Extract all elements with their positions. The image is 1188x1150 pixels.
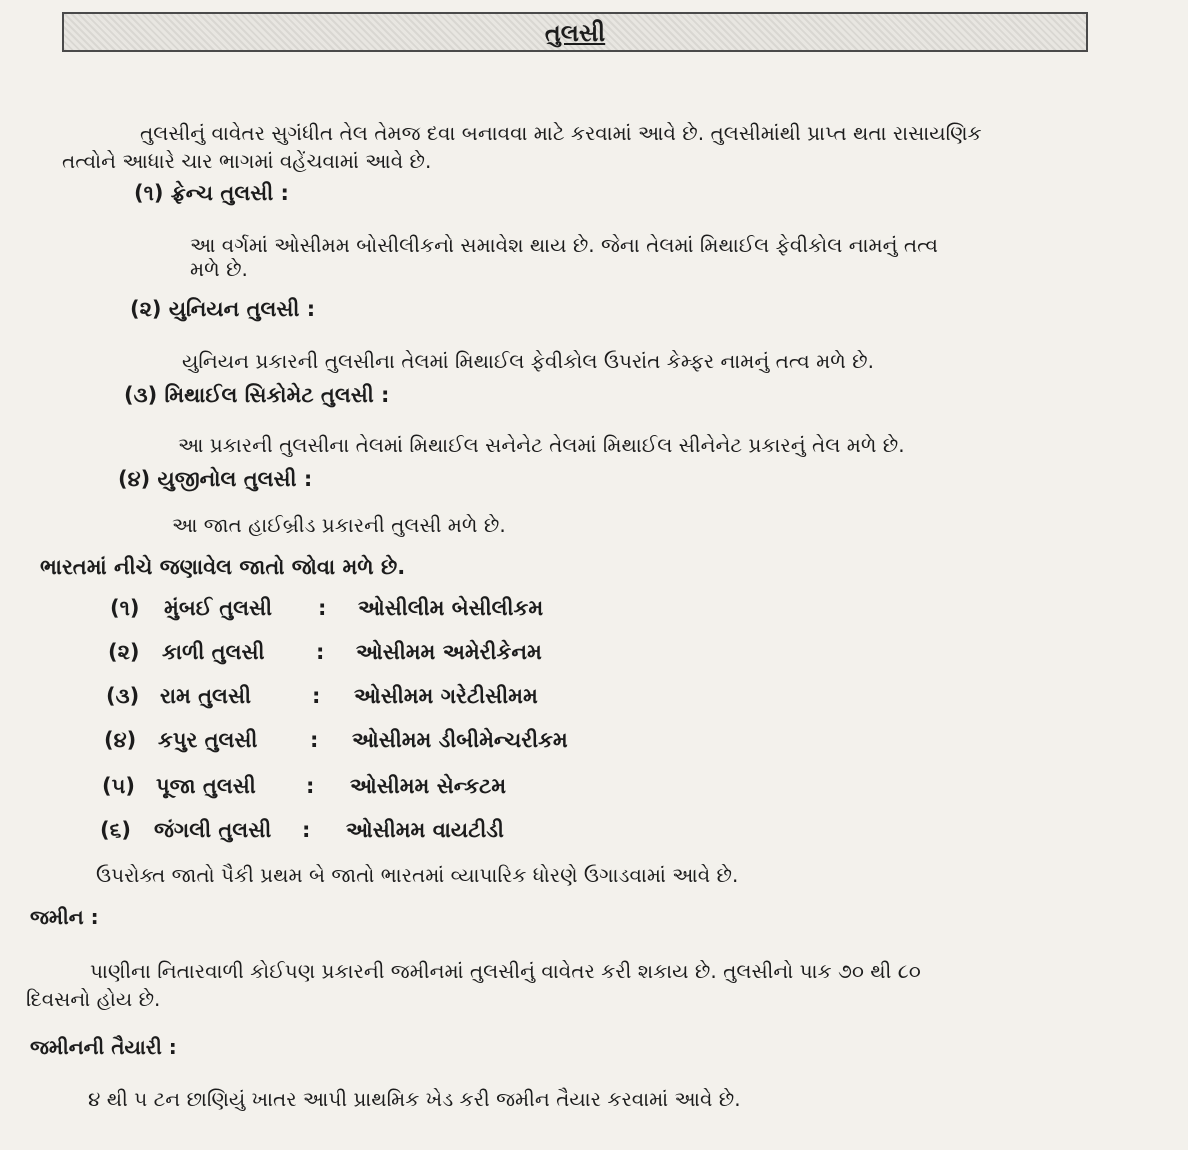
variety-scientific-name: ઓસીમમ વાયટીડી — [346, 818, 504, 842]
variety-colon: : — [318, 596, 327, 620]
variety-colon: : — [306, 774, 315, 798]
variety-colon: : — [310, 728, 319, 752]
variety-name: કાળી તુલસી — [162, 640, 265, 664]
variety-colon: : — [316, 640, 325, 664]
variety-scientific-name: ઓસીલીમ બેસીલીકમ — [358, 596, 544, 620]
variety-colon: : — [302, 818, 311, 842]
variety-name: રામ તુલસી — [160, 684, 251, 708]
variety-number: (૩) — [106, 684, 140, 708]
type-1-heading: (૧) ફ્રેન્ચ તુલસી : — [134, 181, 289, 205]
land-line-2: દિવસનો હોય છે. — [26, 987, 161, 1011]
type-1-desc-line-1: આ વર્ગમાં ઓસીમમ બોસીલીકનો સમાવેશ થાય છે. જેના તેલમાં મિથાઈલ ફેવીકોલ નામનું તત્વ — [190, 233, 938, 257]
type-2-heading: (૨) યુનિયન તુલસી : — [130, 297, 316, 321]
page-title: તુલસી — [544, 19, 606, 47]
variety-scientific-name: ઓસીમમ અમેરીકેનમ — [356, 640, 542, 664]
variety-number: (૫) — [102, 774, 135, 798]
type-2-desc: યુનિયન પ્રકારની તુલસીના તેલમાં મિથાઈલ ફેવીકોલ ઉપરાંત કેમ્ફર નામનું તત્વ મળે છે. — [182, 349, 874, 373]
variety-number: (૬) — [100, 818, 131, 842]
type-4-desc: આ જાત હાઈબ્રીડ પ્રકારની તુલસી મળે છે. — [172, 513, 506, 537]
variety-scientific-name: ઓસીમમ ગરેટીસીમમ — [354, 684, 538, 708]
commercial-note: ઉપરોક્ત જાતો પૈકી પ્રથમ બે જાતો ભારતમાં વ્યાપારિક ધોરણે ઉગાડવામાં આવે છે. — [96, 863, 739, 887]
variety-number: (૧) — [110, 596, 140, 620]
variety-number: (૨) — [108, 640, 140, 664]
intro-line-1: તુલસીનું વાવેતર સુગંધીત તેલ તેમજ દવા બનાવવા માટે કરવામાં આવે છે. તુલસીમાંથી પ્રાપ્ત થતા રાસાયણિક — [140, 121, 982, 145]
type-4-heading: (૪) યુજીનોલ તુલસી : — [118, 467, 313, 491]
type-3-heading: (૩) મિથાઈલ સિકોમેટ તુલસી : — [124, 383, 390, 407]
variety-number: (૪) — [104, 728, 137, 752]
land-prep-line-1: ૪ થી ૫ ટન છાણિયું ખાતર આપી પ્રાથમિક ખેડ કરી જમીન તૈયાર કરવામાં આવે છે. — [88, 1087, 741, 1111]
variety-name: પૂજા તુલસી — [156, 774, 256, 798]
type-3-desc: આ પ્રકારની તુલસીના તેલમાં મિથાઈલ સનેનેટ તેલમાં મિથાઈલ સીનેનેટ પ્રકારનું તેલ મળે છે. — [178, 433, 905, 457]
variety-colon: : — [312, 684, 321, 708]
type-1-desc-line-2: મળે છે. — [190, 257, 248, 281]
variety-scientific-name: ઓસીમમ સેન્કટમ — [350, 774, 507, 798]
land-line-1: પાણીના નિતારવાળી કોઈપણ પ્રકારની જમીનમાં તુલસીનું વાવેતર કરી શકાય છે. તુલસીનો પાક ૭૦ થી ૮૦ — [90, 959, 921, 983]
land-heading: જમીન : — [30, 905, 99, 929]
variety-scientific-name: ઓસીમમ ડીબીમેન્ચરીકમ — [352, 728, 568, 752]
land-prep-heading: જમીનની તૈયારી : — [30, 1035, 177, 1059]
intro-line-2: તત્વોને આધારે ચાર ભાગમાં વહેંચવામાં આવે છે. — [62, 149, 432, 173]
variety-name: કપુર તુલસી — [158, 728, 258, 752]
title-box — [62, 12, 1088, 52]
variety-name: મુંબઈ તુલસી — [164, 596, 273, 620]
variety-name: જંગલી તુલસી — [154, 818, 272, 842]
india-varieties-heading: ભારતમાં નીચે જણાવેલ જાતો જોવા મળે છે. — [40, 555, 406, 579]
